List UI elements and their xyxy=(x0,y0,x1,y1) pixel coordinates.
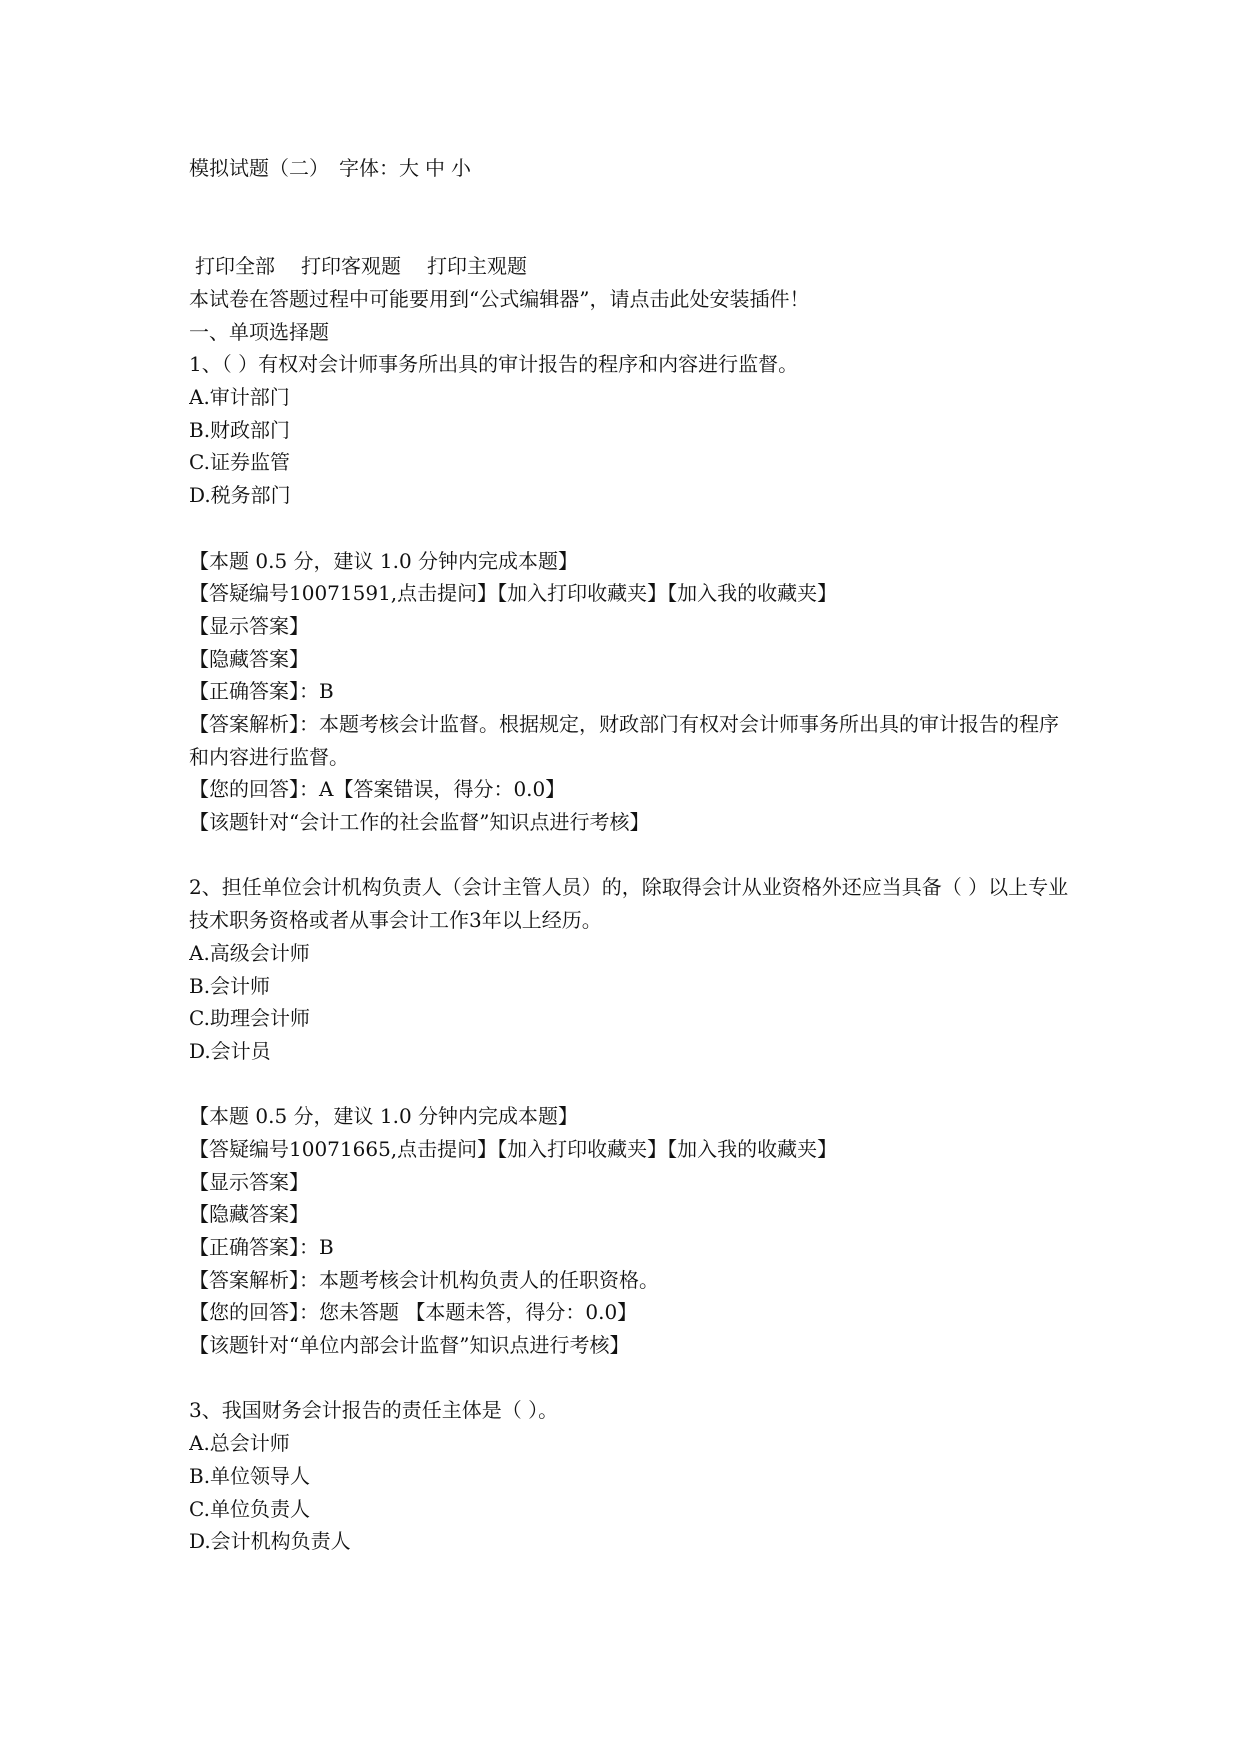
option-item: C.证券监管 xyxy=(189,450,290,475)
print-options xyxy=(195,251,553,281)
print-all-link[interactable]: 打印全部 xyxy=(195,254,275,278)
question-block xyxy=(189,348,1069,838)
option-item: A.高级会计师 xyxy=(189,940,310,965)
add-my-favorites-link[interactable]: 【加入我的收藏夹】 xyxy=(667,1136,838,1161)
ask-question-link[interactable]: 【答疑编号10071591,点击提问】 xyxy=(189,581,498,606)
your-answer: 【您的回答】：您未答题 【本题未答，得分：0.0】 xyxy=(189,1300,638,1325)
plugin-install-notice[interactable]: 本试卷在答题过程中可能要用到“公式编辑器”，请点击此处安装插件！ xyxy=(189,287,810,311)
hide-answer-link[interactable]: 【隐藏答案】 xyxy=(189,1202,309,1227)
option-item: A.审计部门 xyxy=(189,385,290,410)
knowledge-point: 【该题针对“会计工作的社会监督”知识点进行考核】 xyxy=(189,810,650,835)
option-item: D.会计员 xyxy=(189,1038,271,1063)
answer-analysis: 【答案解析】：本题考核会计机构负责人的任职资格。 xyxy=(189,1267,659,1292)
exam-content xyxy=(189,283,1069,1558)
correct-answer: 【正确答案】：B xyxy=(189,679,334,704)
question-actions xyxy=(189,1133,1069,1166)
question-block xyxy=(189,1394,1069,1557)
font-size-small-link[interactable]: 小 xyxy=(451,156,471,180)
option-item: B.会计师 xyxy=(189,973,271,998)
option-item: C.助理会计师 xyxy=(189,1006,310,1031)
option-item: B.单位领导人 xyxy=(189,1463,311,1488)
font-size-label: 字体： xyxy=(339,156,399,180)
font-size-medium-link[interactable]: 中 xyxy=(425,156,445,180)
page-title: 模拟试题（二） xyxy=(189,156,329,180)
ask-question-link[interactable]: 【答疑编号10071665,点击提问】 xyxy=(189,1136,498,1161)
show-answer-link[interactable]: 【显示答案】 xyxy=(189,1169,309,1194)
section-title: 一、单项选择题 xyxy=(189,319,329,344)
option-item: C.单位负责人 xyxy=(189,1496,310,1521)
question-block xyxy=(189,871,1069,1361)
correct-answer: 【正确答案】：B xyxy=(189,1235,334,1259)
question-stem: 2、担任单位会计机构负责人（会计主管人员）的，除取得会计从业资格外还应当具备（ ）以上专业技术职务资格或者从事会计工作3年以上经历。 xyxy=(189,875,1069,933)
option-item: A.总会计师 xyxy=(189,1431,290,1456)
option-item: B.财政部门 xyxy=(189,417,291,442)
your-answer: 【您的回答】：A【答案错误，得分：0.0】 xyxy=(189,777,566,802)
score-info: 【本题 0.5 分，建议 1.0 分钟内完成本题】 xyxy=(189,548,579,573)
hide-answer-link[interactable]: 【隐藏答案】 xyxy=(189,646,309,671)
show-answer-link[interactable]: 【显示答案】 xyxy=(189,613,309,638)
question-actions xyxy=(189,577,1069,610)
knowledge-point: 【该题针对“单位内部会计监督”知识点进行考核】 xyxy=(189,1333,630,1358)
question-stem: 1、（ ）有权对会计师事务所出具的审计报告的程序和内容进行监督。 xyxy=(189,352,799,377)
add-print-favorites-link[interactable]: 【加入打印收藏夹】 xyxy=(497,581,668,606)
add-print-favorites-link[interactable]: 【加入打印收藏夹】 xyxy=(497,1136,668,1161)
question-stem: 3、我国财务会计报告的责任主体是（ ）。 xyxy=(189,1398,559,1423)
add-my-favorites-link[interactable]: 【加入我的收藏夹】 xyxy=(667,581,838,606)
print-objective-link[interactable]: 打印客观题 xyxy=(301,254,401,278)
option-item: D.税务部门 xyxy=(189,483,291,508)
answer-analysis: 【答案解析】：本题考核会计监督。根据规定，财政部门有权对会计师事务所出具的审计报告的程序和内容进行监督。 xyxy=(189,711,1059,769)
print-subjective-link[interactable]: 打印主观题 xyxy=(427,254,527,278)
score-info: 【本题 0.5 分，建议 1.0 分钟内完成本题】 xyxy=(189,1104,579,1129)
page-header xyxy=(189,153,477,183)
font-size-large-link[interactable]: 大 xyxy=(399,156,419,180)
option-item: D.会计机构负责人 xyxy=(189,1529,351,1554)
